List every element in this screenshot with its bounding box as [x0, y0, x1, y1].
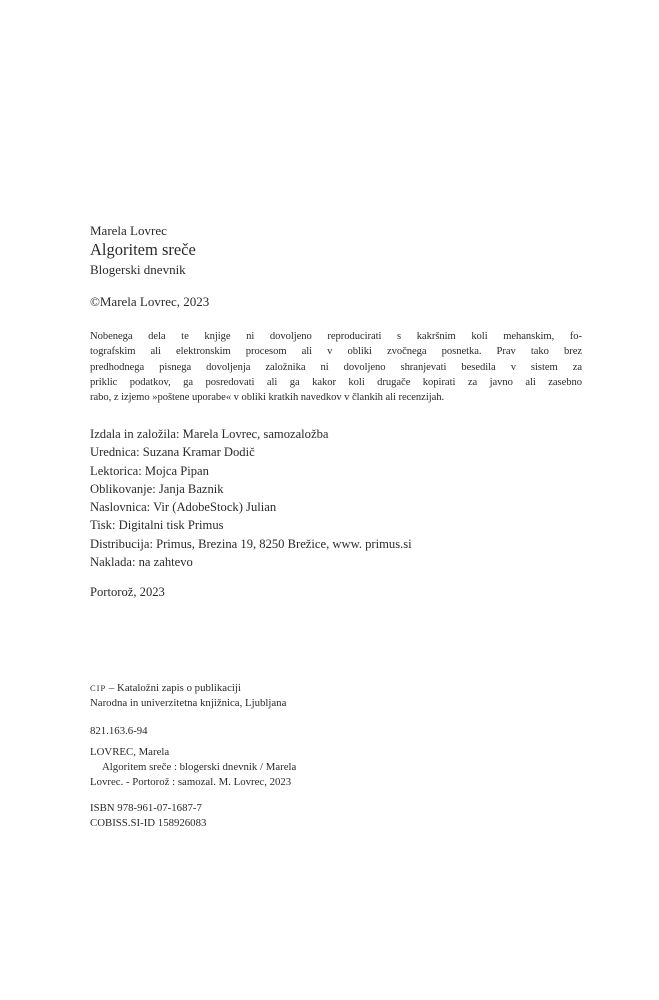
- credit-proofreader: Lektorica: Mojca Pipan: [90, 463, 209, 478]
- rights-notice-line: Nobenega dela te knjige ni dovoljeno reproducirati s kakršnim koli mehanskim, fo-: [90, 331, 582, 342]
- cip-abbreviation: CIP: [90, 683, 107, 693]
- book-title: Algoritem sreče: [90, 240, 196, 259]
- book-subtitle: Blogerski dnevnik: [90, 262, 186, 277]
- cip-entry-title: Algoritem sreče : blogerski dnevnik / Marela: [102, 761, 297, 773]
- rights-notice-line: priklic podatkov, ga posredovati ali ga kakor koli drugače kopirati za javno ali zasebno: [90, 376, 582, 388]
- cip-entry-imprint: Lovrec. - Portorož : samozal. M. Lovrec, 2023: [90, 776, 292, 788]
- place-and-year: Portorož, 2023: [90, 585, 165, 599]
- rights-notice-line: tografskim ali elektronskim procesom ali v obliki zvočnega posnetka. Prav tako brez: [90, 346, 582, 358]
- rights-notice-line: predhodnega pisnega dovoljenja založnika ni dovoljeno shranjevati besedila v sistem za: [90, 361, 582, 373]
- credit-distribution: Distribucija: Primus, Brezina 19, 8250 Brežice, www. primus.si: [90, 536, 412, 551]
- cip-heading-text: – Kataložni zapis o publikaciji: [106, 682, 241, 694]
- credits-list: [90, 425, 580, 571]
- credit-design: Oblikovanje: Janja Baznik: [90, 481, 224, 496]
- copyright-line: ©Marela Lovrec, 2023: [90, 294, 210, 309]
- cip-catalog-entry: [90, 745, 580, 790]
- author-name: Marela Lovrec: [90, 223, 167, 238]
- cip-heading-block: [90, 681, 580, 711]
- cobiss-id: COBISS.SI-ID 158926083: [90, 817, 207, 829]
- cip-heading: [90, 681, 580, 696]
- credit-editor: Urednica: Suzana Kramar Dodič: [90, 445, 255, 460]
- isbn: ISBN 978-961-07-1687-7: [90, 802, 202, 814]
- cip-classification: 821.163.6-94: [90, 725, 148, 737]
- credit-print-run: Naklada: na zahtevo: [90, 555, 193, 570]
- cip-identifiers: [90, 801, 580, 831]
- rights-notice: [90, 329, 582, 405]
- rights-notice-line: rabo, z izjemo »poštene uporabe« v obliki kratkih navedkov v člankih ali recenzijah.: [90, 392, 445, 404]
- credit-print: Tisk: Digitalni tisk Primus: [90, 518, 224, 533]
- cip-entry-author: LOVREC, Marela: [90, 746, 170, 758]
- credit-cover: Naslovnica: Vir (AdobeStock) Julian: [90, 500, 277, 515]
- credit-publisher: Izdala in založila: Marela Lovrec, samozaložba: [90, 427, 329, 441]
- cip-library: Narodna in univerzitetna knjižnica, Ljubljana: [90, 697, 287, 709]
